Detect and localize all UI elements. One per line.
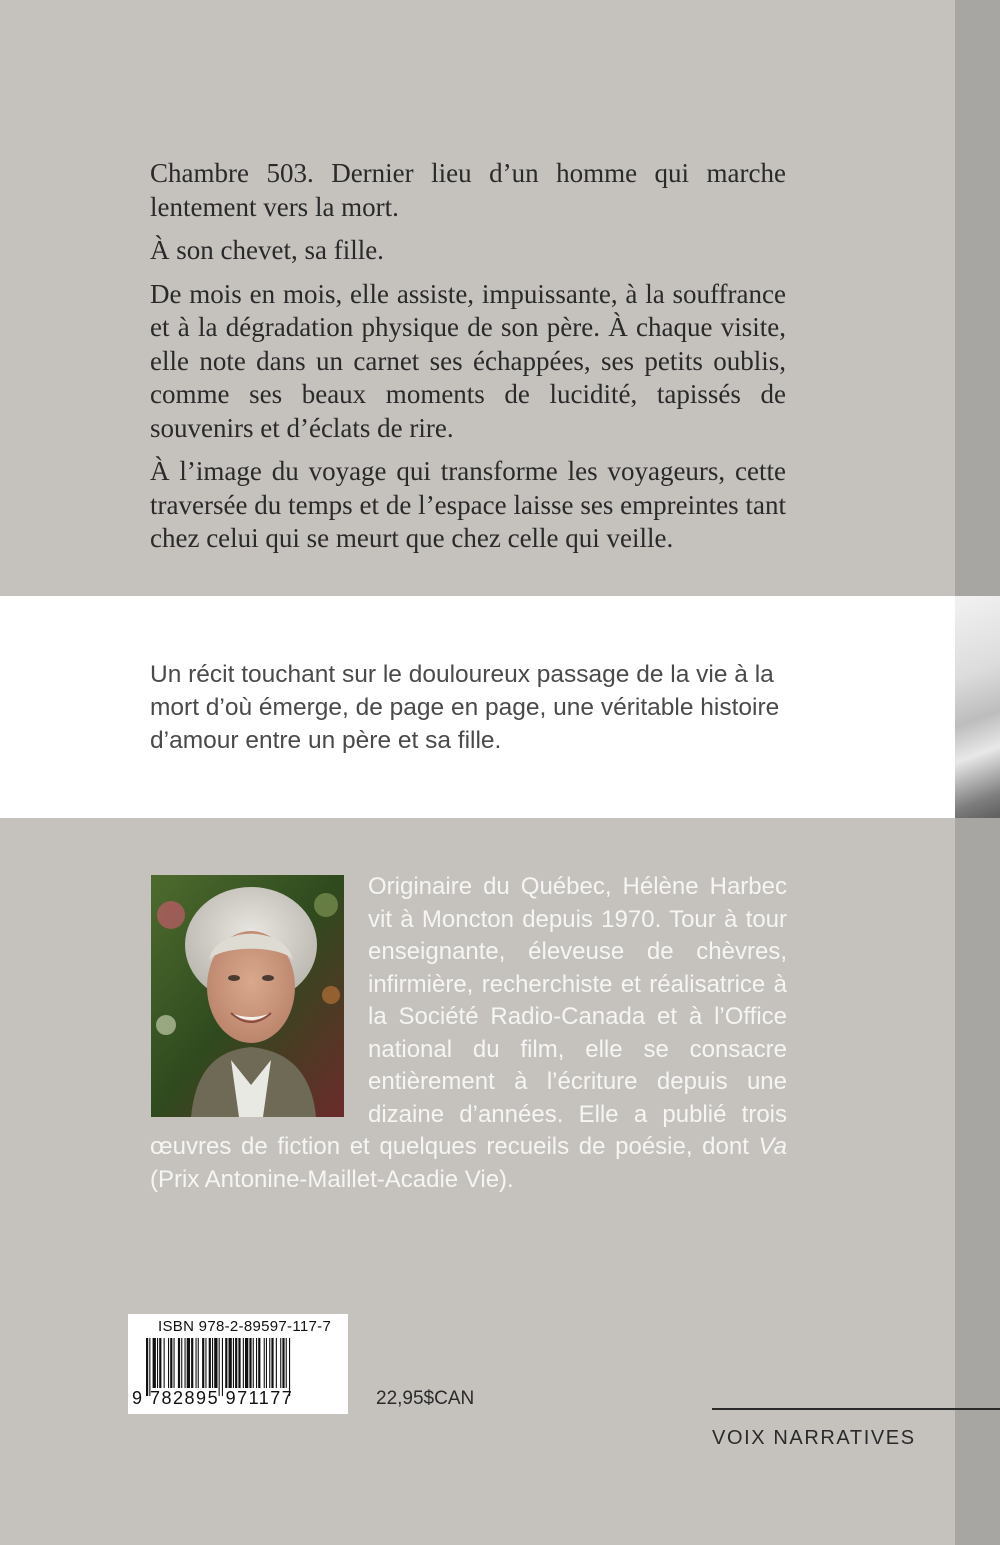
barcode-bar <box>212 1338 213 1388</box>
barcode-bar <box>214 1338 217 1388</box>
price: 22,95$CAN <box>376 1388 475 1409</box>
barcode-bar <box>286 1338 287 1388</box>
barcode-bar <box>249 1338 251 1388</box>
spine-cover-image <box>955 596 1000 818</box>
barcode-bar <box>174 1338 175 1388</box>
barcode-bar <box>258 1338 260 1388</box>
barcode-bar <box>243 1338 244 1388</box>
barcode-bar <box>157 1338 158 1388</box>
barcode-bar <box>225 1338 227 1388</box>
synopsis <box>150 157 786 566</box>
barcode-bar <box>181 1338 182 1388</box>
synopsis-paragraph-1: Chambre 503. Dernier lieu d’un homme qui marche lentement vers la mort. <box>150 158 786 222</box>
author-bio <box>150 871 787 1196</box>
barcode-bar <box>202 1338 204 1388</box>
barcode-digits: 9 782895 971177 <box>132 1388 294 1408</box>
barcode-bar <box>153 1338 156 1388</box>
isbn-label: ISBN 978-2-89597-117-7 <box>158 1318 332 1335</box>
synopsis-paragraph-2: À son chevet, sa fille. <box>150 235 384 265</box>
barcode-bar <box>196 1338 197 1388</box>
barcode-bar <box>280 1338 281 1388</box>
bio-text: Originaire du Québec, Hélène Harbec vit à Moncton depuis 1970. Tour à tour enseignante, éleveuse de chèvres, infirmière, recherchiste et réalisatrice à la Société Radio-Canada et à l’Office national du film, elle se consacre entièrement à l’écriture depuis une dizaine d’années. Elle a publié trois œuvres de fiction et quelques recueils de poésie, dont <box>150 873 787 1160</box>
barcode-bar <box>271 1338 273 1388</box>
barcode-bar <box>205 1338 206 1388</box>
barcode-bar <box>238 1338 240 1388</box>
barcode-bar <box>187 1338 190 1388</box>
barcode-bar <box>266 1338 267 1388</box>
barcode-bar <box>170 1338 172 1388</box>
collection-name: VOIX NARRATIVES <box>712 1427 916 1449</box>
synopsis-paragraph-3: De mois en mois, elle assiste, impuissante, à la souffrance et à la dégradation physique de son père. À chaque visite, elle note dans un carnet ses échappées, ses petits oublis, comme ses beaux moments de lucidité, tapissés de souvenirs et d’éclats de rire. <box>150 278 786 443</box>
barcode-bar <box>256 1338 257 1388</box>
barcode-bar <box>269 1338 270 1388</box>
barcode-bar <box>209 1338 211 1388</box>
collection-divider <box>712 1408 1000 1410</box>
barcode-bar <box>178 1338 180 1388</box>
blurb-text: Un récit touchant sur le douloureux passage de la vie à la mort d’où émerge, de page en page, une véritable histoire d’amour entre un père et sa fille. <box>150 661 780 754</box>
barcode-bar <box>168 1338 169 1388</box>
barcode-bar <box>229 1338 232 1388</box>
barcode-bar <box>276 1338 277 1388</box>
barcode-bar <box>253 1338 254 1388</box>
barcode-bar <box>264 1338 265 1388</box>
bio-book-title: Va <box>758 1133 787 1160</box>
isbn-barcode <box>128 1314 348 1414</box>
bio-text-end: (Prix Antonine-Maillet-Acadie Vie). <box>150 1165 514 1193</box>
synopsis-paragraph-4: À l’image du voyage qui transforme les voyageurs, cette traversée du temps et de l’espace laisse ses empreintes tant chez celui qui se meurt que chez celle qui veille. <box>150 456 786 553</box>
barcode-bar <box>245 1338 248 1388</box>
barcode-bar <box>191 1338 193 1388</box>
barcode-bar <box>164 1338 165 1388</box>
barcode-bar <box>159 1338 161 1388</box>
barcode-bar <box>282 1338 284 1388</box>
barcode-bar <box>233 1338 234 1388</box>
photo-float-spacer <box>150 871 368 1129</box>
barcode-bar <box>198 1338 199 1388</box>
barcode-bar <box>235 1338 237 1388</box>
barcode-bar <box>185 1338 186 1388</box>
